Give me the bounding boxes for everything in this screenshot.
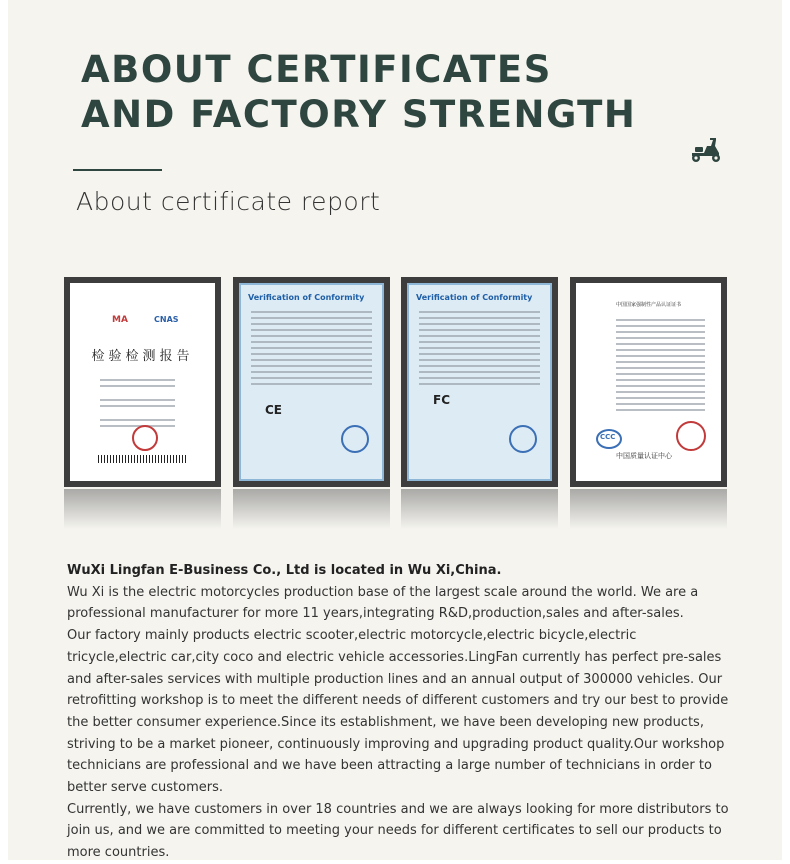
- title-line-1: ABOUT CERTIFICATES: [81, 48, 552, 91]
- issuer-name: 中国质量认证中心: [616, 452, 672, 460]
- reflection: [570, 489, 727, 529]
- red-stamp: [132, 425, 158, 451]
- certificate-heading: Verification of Conformity: [248, 293, 365, 302]
- about-text: [67, 560, 739, 864]
- title-line-2: AND FACTORY STRENGTH: [81, 93, 637, 136]
- certificate-fcc: [401, 277, 558, 487]
- scooter-icon: [688, 136, 724, 164]
- certificate-lines: [419, 311, 540, 389]
- certificate-heading: Verification of Conformity: [416, 293, 533, 302]
- about-paragraph-3: Currently, we have customers in over 18 countries and we are always looking for more distributors to join us, and we are committed to meeting your needs for different certificates to sell our products to more countries.: [67, 801, 729, 861]
- certificate-heading: 检验检测报告: [91, 349, 194, 364]
- reflection: [64, 489, 221, 529]
- fc-mark: FC: [433, 393, 451, 407]
- cma-mark: MA: [112, 315, 128, 325]
- blue-stamp: [509, 425, 537, 453]
- certificate-ccc: [570, 277, 727, 487]
- section-subtitle: About certificate report: [76, 187, 381, 216]
- certificate-lines: [251, 311, 372, 389]
- title-divider: [73, 169, 162, 171]
- about-paragraph-1: Wu Xi is the electric motorcycles production base of the largest scale around the world. We are a professional manufacturer for more 11 years,integrating R&D,production,sales and after-sales.: [67, 584, 699, 622]
- barcode: [98, 455, 188, 463]
- about-paragraph-2: Our factory mainly products electric scooter,electric motorcycle,electric bicycle,electric tricycle,electric car,city coco and electric vehicle accessories.LingFan currently has perfect pre-sales and after-sales services with multiple production lines and an annual output of 300000 vehicles. Our retrofitting workshop is to meet the different needs of different customers and try our best to provide the better consumer experience.Since its establishment, we have been developing new products, striving to be a market pioneer, continuously improving and upgrading product quality.Our workshop technicians are professional and we have been attracting a large number of technicians in order to better serve customers.: [67, 628, 729, 796]
- certificate-lines: [616, 319, 705, 415]
- reflection: [401, 489, 558, 529]
- reflection: [233, 489, 390, 529]
- page-title: [81, 47, 636, 137]
- report-lines: [100, 379, 175, 431]
- ccc-mark: CCC: [600, 433, 616, 441]
- company-lead: WuXi Lingfan E-Business Co., Ltd is located in Wu Xi,China.: [67, 563, 502, 578]
- blue-stamp: [341, 425, 369, 453]
- certificate-gallery: [64, 277, 728, 527]
- certificate-test-report: [64, 277, 221, 487]
- cnas-mark: CNAS: [154, 315, 179, 324]
- ce-mark: CE: [265, 403, 283, 417]
- red-stamp: [676, 421, 706, 451]
- certificate-heading: 中国国家强制性产品认证证书: [616, 302, 682, 308]
- certificate-ce: [233, 277, 390, 487]
